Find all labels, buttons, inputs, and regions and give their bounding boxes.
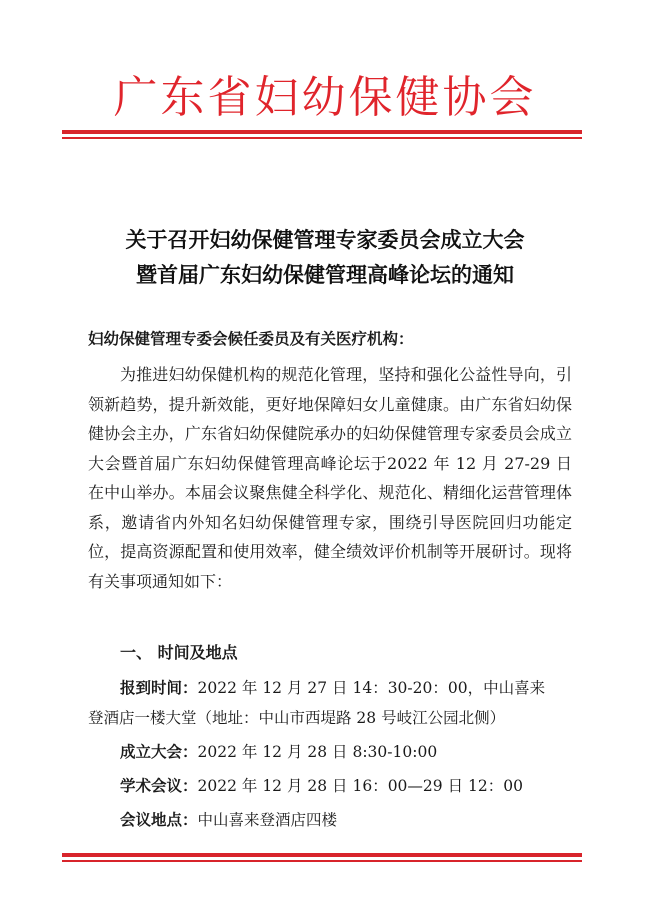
academic-meeting	[120, 774, 523, 796]
organization-letterhead: 广东省妇幼保健协会	[113, 72, 537, 123]
footer-divider-thin	[62, 860, 582, 862]
registration-time	[120, 676, 580, 698]
registration-label: 报到时间：	[120, 679, 198, 697]
document-title-line1: 关于召开妇幼保健管理专家委员会成立大会	[125, 228, 525, 252]
letterhead-divider-thick	[62, 130, 582, 134]
establishment-meeting	[120, 740, 437, 762]
registration-address: 登酒店一楼大堂（地址：中山市西堤路 28 号岐江公园北侧）	[88, 709, 506, 727]
letterhead-divider-thin	[62, 137, 582, 139]
meeting-venue	[120, 808, 337, 830]
body-paragraph: 为推进妇幼保健机构的规范化管理，坚持和强化公益性导向，引领新趋势，提升新效能，更好地保障妇女儿童健康。由广东省妇幼保健协会主办，广东省妇幼保健院承办的妇幼保健管理专家委员会成立大会暨首届广东妇幼保健管理高峰论坛于2022 年 12 月 27-29 日在中山举办。本届会议聚焦健全科学化、规范化、精细化运营管理体系，邀请省内外知名妇幼保健管理专家，围绕引导医院回归功能定位，提高资源配置和使用效率，健全绩效评价机制等开展研讨。现将有关事项通知如下：	[88, 365, 572, 591]
footer-divider-thick	[62, 853, 582, 857]
establishment-value: 2022 年 12 月 28 日 8:30-10:00	[197, 743, 438, 761]
academic-label: 学术会议：	[120, 777, 198, 795]
document-title-line2: 暨首届广东妇幼保健管理高峰论坛的通知	[136, 263, 514, 287]
establishment-label: 成立大会：	[120, 743, 198, 761]
academic-value: 2022 年 12 月 28 日 16：00—29 日 12：00	[197, 777, 523, 795]
addressee: 妇幼保健管理专委会候任委员及有关医疗机构：	[88, 330, 414, 348]
section-heading-time-location: 一、 时间及地点	[120, 643, 238, 662]
venue-value: 中山喜来登酒店四楼	[197, 811, 338, 829]
registration-value: 2022 年 12 月 27 日 14：30-20：00，中山喜来	[197, 679, 546, 697]
venue-label: 会议地点：	[120, 811, 198, 829]
